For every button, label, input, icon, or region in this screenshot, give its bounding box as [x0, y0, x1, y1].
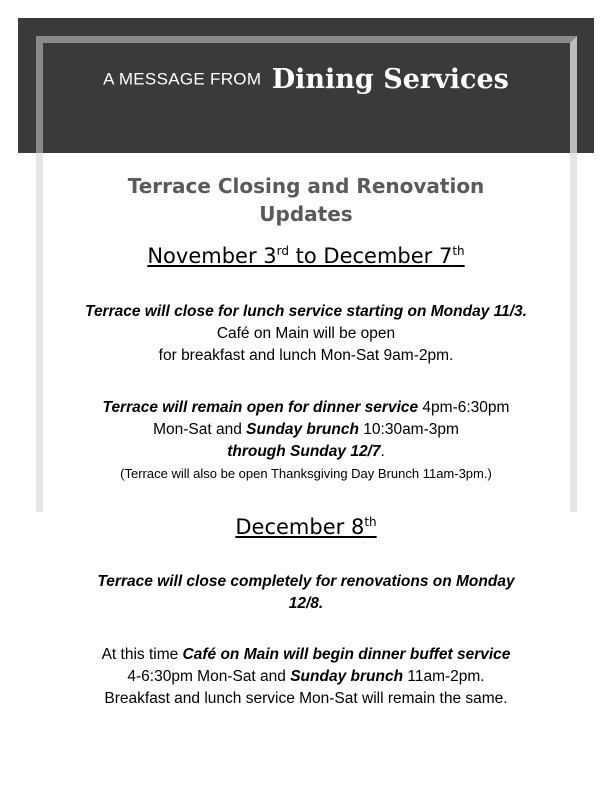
through-line — [40, 441, 572, 463]
brunch-bold: Sunday brunch — [290, 668, 404, 685]
banner-department: Dining Services — [271, 64, 509, 95]
page-title — [0, 172, 612, 228]
brunch-hours: 10:30am-3pm — [358, 421, 459, 438]
renovation-notice-line-2: 12/8. — [288, 595, 324, 612]
cafe-open-line: Café on Main will be open — [216, 325, 396, 342]
breakfast-lunch-line: Breakfast and lunch service Mon-Sat will remain the same. — [104, 690, 508, 707]
thanksgiving-note: (Terrace will also be open Thanksgiving Day Brunch 11am-3pm.) — [120, 466, 492, 481]
buffet-line — [40, 644, 572, 666]
brunch-bold: Sunday brunch — [246, 421, 359, 438]
cafe-hours-line: for breakfast and lunch Mon-Sat 9am-2pm. — [158, 347, 454, 364]
dinner-hours: 4pm-6:30pm — [418, 399, 510, 416]
brunch-prefix: Mon-Sat and — [153, 421, 247, 438]
buffet-hours-line — [40, 666, 572, 688]
renovation-notice-line-1: Terrace will close completely for renovations on Monday — [97, 573, 515, 590]
banner-title — [0, 64, 612, 95]
page-title-line-1: Terrace Closing and Renovation — [127, 174, 485, 198]
buffet-hours: 4-6:30pm Mon-Sat and — [127, 668, 291, 685]
buffet-bold: Café on Main will begin dinner buffet service — [182, 646, 511, 663]
heading-superscript: rd — [276, 244, 289, 258]
section-1-paragraph-1 — [40, 301, 572, 367]
brunch-line — [40, 419, 572, 441]
heading-text: November 3 — [147, 244, 277, 268]
dinner-service-line — [40, 397, 572, 419]
dinner-service-bold: Terrace will remain open for dinner service — [102, 399, 419, 416]
heading-text: to December 7 — [288, 244, 453, 268]
heading-superscript: th — [364, 515, 377, 529]
period: . — [380, 443, 385, 460]
section-2-heading — [0, 515, 612, 539]
section-1-heading — [0, 244, 612, 268]
section-2-paragraph-1 — [40, 571, 572, 615]
section-1-paragraph-2 — [40, 397, 572, 485]
through-date: through Sunday 12/7 — [227, 443, 381, 460]
page-title-line-2: Updates — [259, 202, 353, 226]
banner-prefix: A MESSAGE FROM — [103, 69, 262, 89]
section-2-paragraph-2 — [40, 644, 572, 710]
brunch-hours: 11am-2pm. — [403, 668, 485, 685]
heading-superscript: th — [452, 244, 465, 258]
lunch-closure-notice: Terrace will close for lunch service starting on Monday 11/3. — [85, 303, 527, 320]
heading-text: December 8 — [235, 515, 365, 539]
buffet-prefix: At this time — [101, 646, 183, 663]
